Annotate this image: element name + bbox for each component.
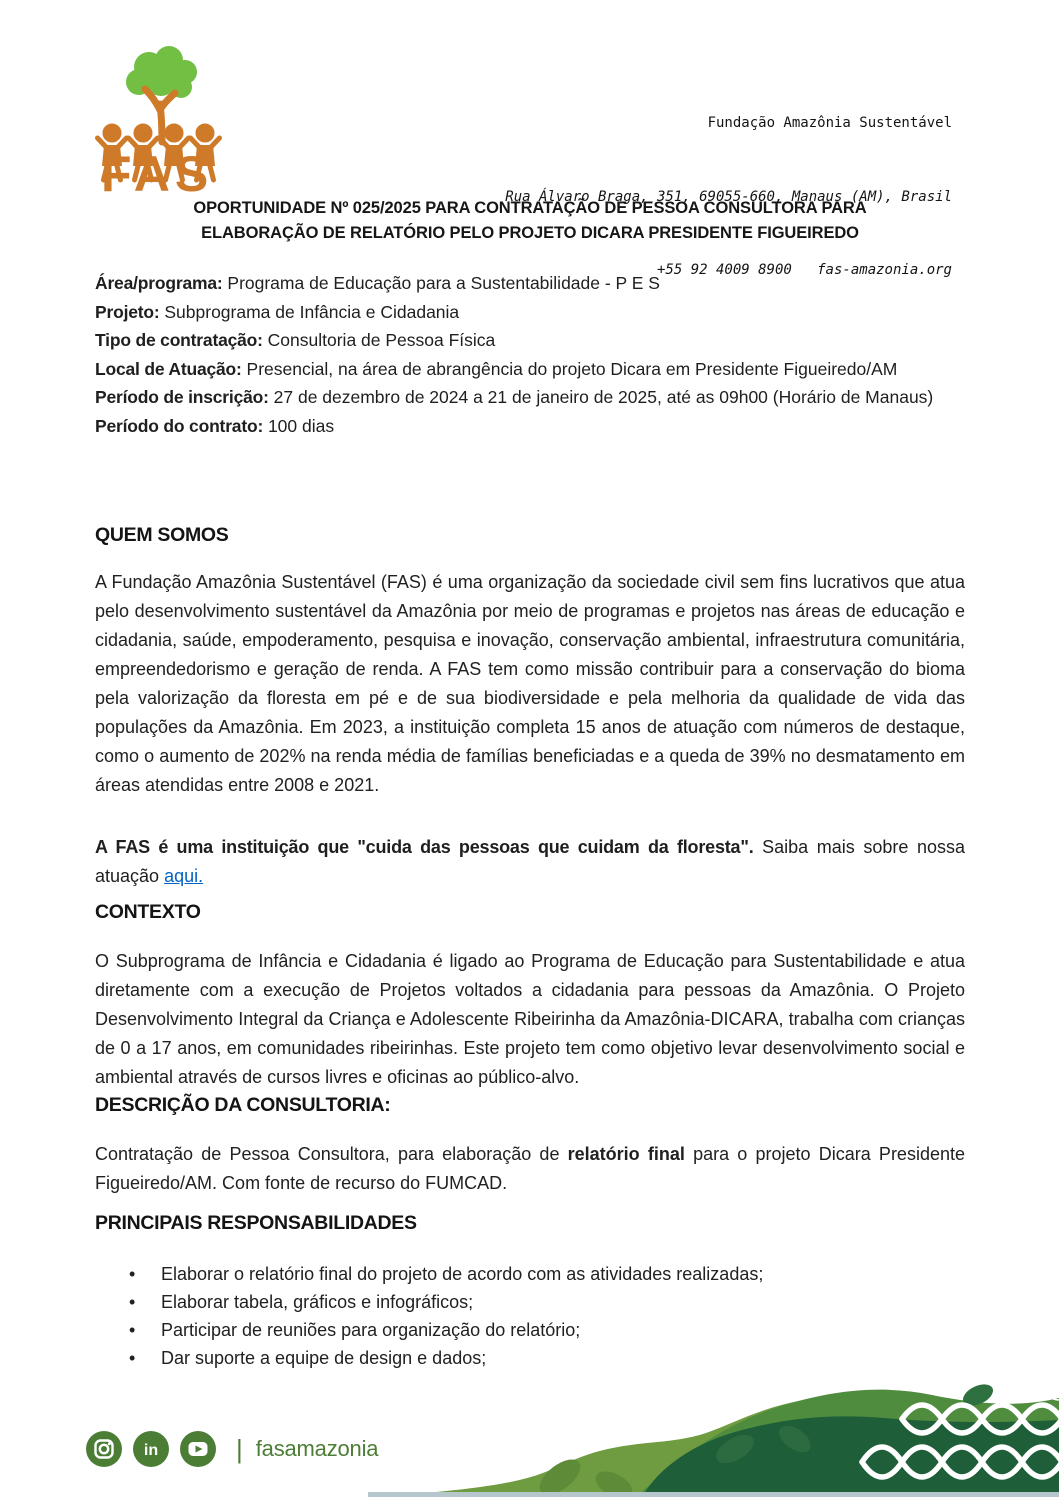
info-row-contrato — [95, 412, 965, 441]
bottom-strip — [368, 1492, 1059, 1497]
info-value: Programa de Educação para a Sustentabilidade - P E S — [222, 273, 660, 293]
list-item: • Participar de reuniões para organização do relatório; — [95, 1316, 965, 1344]
info-row-area — [95, 269, 965, 298]
info-row-inscricao — [95, 383, 965, 412]
footer-wave-art — [0, 1357, 1059, 1497]
info-label: Área/programa: — [95, 273, 223, 293]
section-heading-responsabilidades: PRINCIPAIS RESPONSABILIDADES — [95, 1212, 417, 1234]
section-heading-contexto: CONTEXTO — [95, 901, 201, 923]
section-heading-quem-somos: QUEM SOMOS — [95, 524, 229, 546]
responsibilities-list — [95, 1260, 965, 1372]
highlight-paragraph — [95, 833, 965, 890]
info-value: 27 de dezembro de 2024 a 21 de janeiro de 2025, até as 09h00 (Horário de Manaus) — [268, 387, 934, 407]
list-item: • Elaborar o relatório final do projeto de acordo com as atividades realizadas; — [95, 1260, 965, 1288]
info-value: Consultoria de Pessoa Física — [262, 330, 496, 350]
org-address: Rua Álvaro Braga, 351, 69055-660, Manaus (AM), Brasil — [505, 188, 952, 205]
org-name: Fundação Amazônia Sustentável — [707, 115, 952, 131]
contexto-paragraph: O Subprograma de Infância e Cidadania é ligado ao Programa de Educação para Sustentabilidade e atua diretamente com a execução de Projetos voltados a cidadania para pessoas da Amazônia. O Projeto Desenvolvimento Integral da Criança e Adolescente Ribeirinha da Amazônia-DICARA, trabalha com crianças de 0 a 17 anos, em comunidades ribeirinhas. Este projeto tem como objetivo levar desenvolvimento social e ambiental através de cursos livres e oficinas ao público-alvo. — [95, 951, 965, 1087]
highlight-bold-text: A FAS é uma instituição que "cuida das pessoas que cuidam da floresta". — [95, 837, 754, 857]
youtube-icon[interactable] — [179, 1430, 217, 1468]
highlight-regular-text: Saiba mais sobre nossa atuação — [95, 837, 965, 886]
svg-text:in: in — [143, 1442, 159, 1459]
title-line-2: ELABORAÇÃO DE RELATÓRIO PELO PROJETO DICARA PRESIDENTE FIGUEIREDO — [201, 224, 859, 242]
list-item: • Elaborar tabela, gráficos e infográficos; — [95, 1288, 965, 1316]
info-label: Período de inscrição: — [95, 387, 269, 407]
linkedin-icon[interactable] — [132, 1430, 170, 1468]
section-heading-descricao: DESCRIÇÃO DA CONSULTORIA: — [95, 1094, 391, 1116]
info-label: Tipo de contratação: — [95, 330, 263, 350]
descricao-paragraph — [95, 1140, 965, 1198]
info-row-local — [95, 355, 965, 384]
info-value: 100 dias — [263, 415, 335, 436]
aqui-link[interactable]: aqui. — [164, 865, 204, 886]
info-label: Projeto: — [95, 301, 160, 322]
title-line-1: OPORTUNIDADE Nº 025/2025 PARA CONTRATAÇÃO DE PESSOA CONSULTORA PARA — [193, 199, 867, 217]
descricao-part2: para o projeto Dicara Presidente Figueiredo/AM. Com fonte de recurso do FUMCAD. — [95, 1144, 965, 1193]
instagram-icon[interactable] — [85, 1430, 123, 1468]
info-value: Presencial, na área de abrangência do projeto Dicara em Presidente Figueiredo/AM — [241, 358, 898, 379]
footer-social-row — [85, 1430, 378, 1468]
dark-mound-shape — [642, 1416, 1059, 1497]
logo-wordmark: FAS — [101, 146, 214, 194]
info-label: Local de Atuação: — [95, 358, 242, 379]
info-row-projeto — [95, 298, 965, 327]
opportunity-info-block — [95, 269, 965, 440]
descricao-bold: relatório final — [567, 1144, 685, 1164]
descricao-part1: Contratação de Pessoa Consultora, para elaboração de — [95, 1144, 568, 1164]
handle-separator: | — [236, 1434, 243, 1464]
info-label: Período do contrato: — [95, 415, 264, 436]
org-phone-site: +55 92 4009 8900 fas-amazonia.org — [656, 262, 952, 278]
info-row-tipo — [95, 326, 965, 355]
list-item: • Dar suporte a equipe de design e dados; — [95, 1344, 965, 1372]
document-title — [95, 196, 965, 246]
info-value: Subprograma de Infância e Cidadania — [159, 301, 460, 322]
quem-somos-paragraph: A Fundação Amazônia Sustentável (FAS) é uma organização da sociedade civil sem fins lucrativos que atua pelo desenvolvimento sustentável da Amazônia por meio de programas e projetos nas áreas de educação e cidadania, saúde, empoderamento, pesquisa e inovação, conservação ambiental, infraestrutura comunitária, empreendedorismo e geração de renda. A FAS tem como missão contribuir para a conservação do bioma pela valorização da floresta em pé e de sua biodiversidade e pela melhoria da qualidade de vida das populações da Amazônia. Em 2023, a instituição completa 15 anos de atuação com números de destaque, como o aumento de 202% na renda média de famílias beneficiadas e a queda de 39% no desmatamento em áreas atendidas entre 2008 e 2021. — [95, 572, 965, 795]
document-content — [95, 0, 965, 1497]
social-handle: fasamazonia — [255, 1436, 379, 1461]
